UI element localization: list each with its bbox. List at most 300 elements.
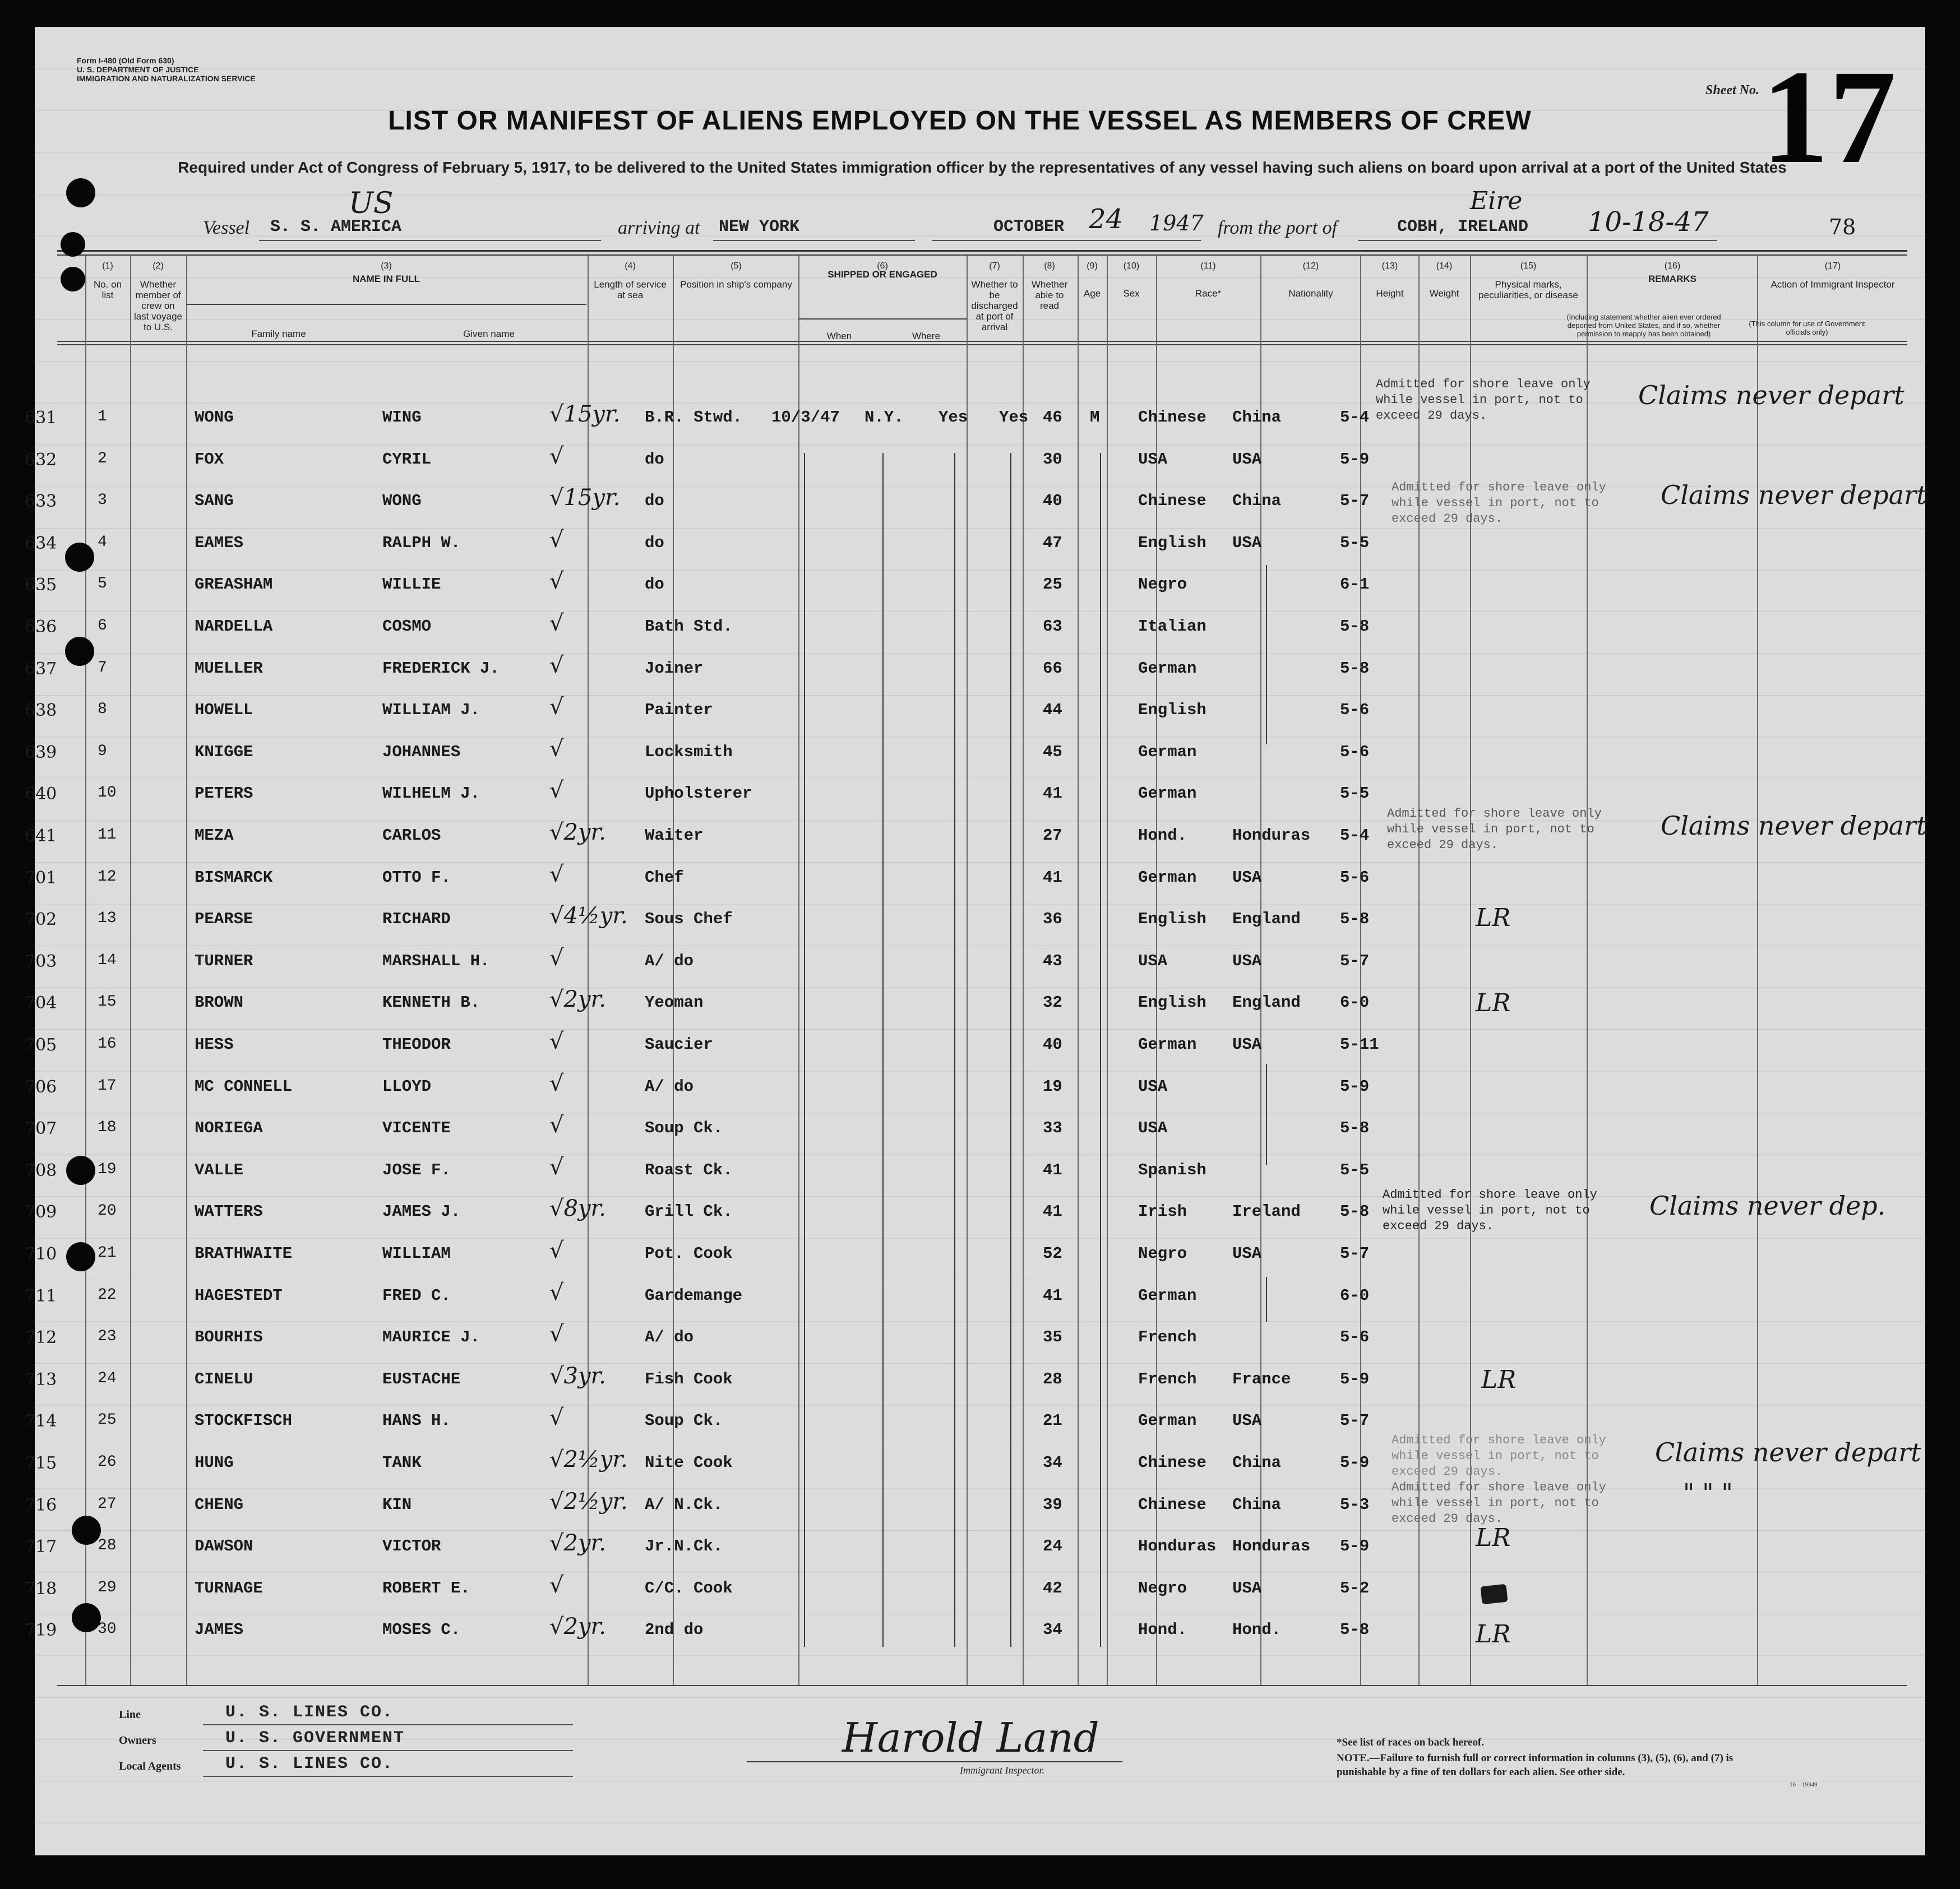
service-length: √ bbox=[549, 1112, 564, 1138]
ditto-line-where bbox=[882, 453, 884, 1647]
column-divider bbox=[1023, 256, 1024, 1685]
family-name: MC CONNELL bbox=[195, 1077, 293, 1096]
column-number: (5) bbox=[731, 261, 742, 271]
row-ref-number: 634 bbox=[25, 533, 57, 553]
line-label: Line bbox=[119, 1709, 141, 1721]
ditto-line-read bbox=[1010, 453, 1011, 1647]
age: 52 bbox=[1043, 1244, 1062, 1263]
ditto-line-nationality-3 bbox=[1266, 1277, 1267, 1322]
departure-date-handwritten: 10-18-47 bbox=[1588, 206, 1709, 238]
race: Negro bbox=[1138, 1578, 1187, 1598]
row-number: 21 bbox=[98, 1244, 117, 1262]
age: 41 bbox=[1043, 868, 1062, 887]
row-ref-number: 712 bbox=[25, 1328, 57, 1348]
row-number: 26 bbox=[98, 1453, 117, 1471]
column-number: (11) bbox=[1200, 261, 1216, 271]
service-length: √ bbox=[549, 1279, 564, 1305]
column-number: (7) bbox=[989, 261, 1000, 271]
family-name: BRATHWAITE bbox=[195, 1244, 293, 1263]
margin-number: 78 bbox=[1829, 215, 1856, 239]
family-name: TURNAGE bbox=[195, 1578, 263, 1598]
row-ref-number: 710 bbox=[25, 1244, 57, 1264]
position: A/ do bbox=[645, 951, 694, 970]
family-name: JAMES bbox=[195, 1621, 244, 1640]
family-name: BROWN bbox=[195, 993, 244, 1012]
race: Hond. bbox=[1138, 1621, 1187, 1640]
given-name: EUSTACHE bbox=[382, 1369, 461, 1388]
position: do bbox=[645, 575, 664, 594]
agents-label: Local Agents bbox=[119, 1760, 181, 1772]
row-ref-number: 638 bbox=[25, 701, 57, 721]
service-length: √ bbox=[549, 1321, 564, 1348]
nationality: Honduras bbox=[1232, 1537, 1311, 1556]
position: Locksmith bbox=[645, 742, 733, 761]
punch-hole bbox=[72, 1516, 101, 1545]
column-number: (4) bbox=[625, 261, 636, 271]
age: 45 bbox=[1043, 742, 1062, 761]
position: Roast Ck. bbox=[645, 1160, 733, 1179]
race: Chinese bbox=[1138, 1453, 1206, 1472]
given-name: TANK bbox=[382, 1453, 422, 1472]
position: B.R. Stwd. bbox=[645, 408, 743, 427]
nationality: England bbox=[1232, 910, 1301, 929]
family-name: GREASHAM bbox=[195, 575, 273, 594]
nationality: England bbox=[1232, 993, 1301, 1012]
service-length: √2½yr. bbox=[549, 1488, 628, 1515]
given-name: MOSES C. bbox=[382, 1621, 461, 1640]
column-number: (10) bbox=[1123, 261, 1140, 271]
inspector-signature: Harold Land bbox=[842, 1714, 1099, 1761]
height: 5-4 bbox=[1340, 408, 1370, 427]
family-name: VALLE bbox=[195, 1160, 244, 1179]
given-name: ROBERT E. bbox=[382, 1578, 470, 1598]
race: Italian bbox=[1138, 617, 1206, 636]
column-header: SHIPPED OR ENGAGED bbox=[828, 269, 937, 280]
height: 5-11 bbox=[1340, 1035, 1379, 1054]
given-name: MARSHALL H. bbox=[382, 951, 490, 970]
family-name: NARDELLA bbox=[195, 617, 273, 636]
position: Nite Cook bbox=[645, 1453, 733, 1472]
column-divider bbox=[967, 256, 968, 1685]
race: USA bbox=[1138, 1077, 1168, 1096]
service-length: √ bbox=[549, 526, 564, 553]
height: 5-9 bbox=[1340, 450, 1370, 469]
column-divider bbox=[1078, 256, 1079, 1685]
race: USA bbox=[1138, 1119, 1168, 1138]
family-name: HAGESTEDT bbox=[195, 1286, 283, 1305]
race: English bbox=[1138, 993, 1206, 1012]
given-name: WILLIE bbox=[382, 575, 441, 594]
document-title: LIST OR MANIFEST OF ALIENS EMPLOYED ON THE VESSEL AS MEMBERS OF CREW bbox=[388, 106, 1532, 136]
race: German bbox=[1138, 784, 1197, 803]
arrival-year: 1947 bbox=[1149, 211, 1204, 235]
given-name: FREDERICK J. bbox=[382, 659, 500, 678]
given-name: WILHELM J. bbox=[382, 784, 480, 803]
nationality: USA bbox=[1232, 1578, 1262, 1598]
age: 39 bbox=[1043, 1495, 1062, 1514]
service-length: √15yr. bbox=[549, 401, 621, 427]
where-header: Where bbox=[912, 331, 941, 341]
column-number: (8) bbox=[1044, 261, 1055, 271]
column-header: No. on list bbox=[93, 279, 122, 300]
discharged: Yes bbox=[939, 408, 968, 427]
table-top-rule-2 bbox=[57, 254, 1907, 256]
service-length: √2½yr. bbox=[549, 1447, 628, 1473]
height: 5-8 bbox=[1340, 1621, 1370, 1640]
remarks-note: (Including statement whether alien ever ordered deported from United States, and if so, whether permission to reapply has been obtained) bbox=[1566, 313, 1721, 338]
height: 5-5 bbox=[1340, 1160, 1370, 1179]
race: German bbox=[1138, 868, 1197, 887]
family-name: PEARSE bbox=[195, 910, 253, 929]
given-name: JOHANNES bbox=[382, 742, 461, 761]
column-divider bbox=[85, 256, 86, 1685]
service-length: √ bbox=[549, 1405, 564, 1431]
race: Chinese bbox=[1138, 408, 1206, 427]
manifest-sheet bbox=[25, 27, 1927, 1855]
given-name-header: Given name bbox=[463, 328, 515, 339]
shore-leave-stamp-3: Admitted for shore leave only while vessel in port, not to exceed 29 days. bbox=[1387, 807, 1602, 852]
race: French bbox=[1138, 1328, 1197, 1347]
owners-underline bbox=[203, 1750, 573, 1751]
column-header: Height bbox=[1376, 288, 1404, 299]
service-length: √8yr. bbox=[549, 1196, 606, 1222]
column-header: Whether to be discharged at port of arrival bbox=[971, 279, 1018, 332]
row-number: 24 bbox=[98, 1369, 117, 1387]
column-header: Position in ship's company bbox=[680, 279, 792, 290]
given-name: MAURICE J. bbox=[382, 1328, 480, 1347]
age: 41 bbox=[1043, 1160, 1062, 1179]
service-length: √ bbox=[549, 1154, 564, 1180]
shore-leave-stamp-4: Admitted for shore leave only while vessel in port, not to exceed 29 days. bbox=[1383, 1188, 1597, 1233]
race: Spanish bbox=[1138, 1160, 1206, 1179]
arriving-port: NEW YORK bbox=[719, 217, 800, 237]
height: 5-2 bbox=[1340, 1578, 1370, 1598]
race: German bbox=[1138, 659, 1197, 678]
scribbled-mark-row-29 bbox=[1480, 1584, 1508, 1605]
height: 5-6 bbox=[1340, 868, 1370, 887]
penalty-note: NOTE.—Failure to furnish full or correct information in columns (3), (5), (6), and (7) is punishable by a fine of ten dollars for each alien. See other side. bbox=[1337, 1752, 1734, 1778]
lr-mark-row-15: LR bbox=[1476, 989, 1511, 1017]
header-bottom-rule-2 bbox=[57, 344, 1907, 345]
column-header: Whether able to read bbox=[1031, 279, 1068, 311]
sheet-label: Sheet No. bbox=[1705, 83, 1759, 98]
race: Chinese bbox=[1138, 1495, 1206, 1514]
given-name: RALPH W. bbox=[382, 533, 461, 552]
row-ref-number: 632 bbox=[25, 450, 57, 470]
port-underline bbox=[1358, 240, 1717, 241]
age: 33 bbox=[1043, 1119, 1062, 1138]
able-to-read: Yes bbox=[999, 408, 1029, 427]
age: 44 bbox=[1043, 701, 1062, 720]
claims-annotation-1: Claims never depart bbox=[1638, 380, 1904, 410]
height: 5-6 bbox=[1340, 1328, 1370, 1347]
position: Upholsterer bbox=[645, 784, 752, 803]
punch-hole bbox=[66, 1156, 95, 1185]
inspector-label: Immigrant Inspector. bbox=[960, 1765, 1044, 1776]
position: A/ do bbox=[645, 1077, 694, 1096]
row-number: 20 bbox=[98, 1202, 117, 1220]
family-name: CHENG bbox=[195, 1495, 244, 1514]
punch-hole bbox=[65, 543, 94, 572]
column-divider bbox=[186, 256, 187, 1685]
row-number: 9 bbox=[98, 742, 107, 760]
service-length: √ bbox=[549, 568, 564, 595]
family-name: DAWSON bbox=[195, 1537, 253, 1556]
column-header: Whether member of crew on last voyage to U.S. bbox=[134, 279, 182, 332]
position: 2nd do bbox=[645, 1621, 704, 1640]
age: 43 bbox=[1043, 951, 1062, 970]
ditto-line-when bbox=[804, 453, 805, 1647]
row-number: 30 bbox=[98, 1621, 117, 1638]
column-number: (14) bbox=[1436, 261, 1453, 271]
family-name: MUELLER bbox=[195, 659, 263, 678]
row-ref-number: 715 bbox=[25, 1453, 57, 1473]
position: Soup Ck. bbox=[645, 1411, 723, 1430]
arrival-day: 24 bbox=[1089, 203, 1124, 235]
race: German bbox=[1138, 1286, 1197, 1305]
age: 41 bbox=[1043, 784, 1062, 803]
service-length: √2yr. bbox=[549, 1530, 606, 1557]
date-underline bbox=[932, 240, 1201, 241]
row-ref-number: 709 bbox=[25, 1202, 57, 1223]
ditto-line-nationality-2 bbox=[1266, 1064, 1267, 1165]
row-number: 1 bbox=[98, 408, 107, 425]
agents-value: U. S. LINES CO. bbox=[225, 1754, 394, 1774]
given-name: JOSE F. bbox=[382, 1160, 451, 1179]
column-header: NAME IN FULL bbox=[353, 274, 420, 284]
family-name: STOCKFISCH bbox=[195, 1411, 293, 1430]
row-ref-number: 708 bbox=[25, 1160, 57, 1180]
nationality: USA bbox=[1232, 533, 1262, 552]
row-number: 3 bbox=[98, 492, 107, 510]
vessel-name: S. S. AMERICA bbox=[270, 217, 402, 237]
column-number: (6) bbox=[877, 261, 888, 271]
shore-leave-stamp-2: Admitted for shore leave only while vessel in port, not to exceed 29 days. bbox=[1392, 480, 1606, 526]
line-underline bbox=[203, 1724, 573, 1725]
age: 42 bbox=[1043, 1578, 1062, 1598]
height: 5-9 bbox=[1340, 1077, 1370, 1096]
lr-mark-row-13: LR bbox=[1476, 904, 1511, 932]
height: 5-7 bbox=[1340, 1411, 1370, 1430]
position: Yeoman bbox=[645, 993, 704, 1012]
height: 5-4 bbox=[1340, 826, 1370, 845]
subtitle: Required under Act of Congress of February 5, 1917, to be delivered to the United States immigration officer by the representatives of any vessel having such aliens on board upon arrival at a port of the United States bbox=[178, 159, 1787, 176]
row-ref-number: 706 bbox=[25, 1077, 57, 1097]
claims-annotation-4: Claims never dep. bbox=[1649, 1191, 1886, 1221]
row-number: 7 bbox=[98, 659, 107, 677]
position: Joiner bbox=[645, 659, 704, 678]
service-length: √3yr. bbox=[549, 1363, 606, 1389]
sex: M bbox=[1090, 408, 1100, 427]
nationality: Ireland bbox=[1232, 1202, 1301, 1221]
service-length: √ bbox=[549, 1238, 564, 1263]
claims-annotation-2: Claims never depart bbox=[1661, 480, 1927, 510]
given-name: WILLIAM J. bbox=[382, 701, 480, 720]
row-number: 6 bbox=[98, 617, 107, 635]
height: 5-6 bbox=[1340, 701, 1370, 720]
family-name: TURNER bbox=[195, 951, 253, 970]
nationality: USA bbox=[1232, 1411, 1262, 1430]
service-length: √ bbox=[549, 610, 564, 636]
column-divider bbox=[130, 256, 131, 1685]
lr-mark-row-24: LR bbox=[1481, 1365, 1517, 1394]
row-ref-number: 718 bbox=[25, 1578, 57, 1599]
height: 5-8 bbox=[1340, 910, 1370, 929]
nationality: France bbox=[1232, 1369, 1291, 1388]
column-header: Weight bbox=[1429, 288, 1459, 299]
position: A/ N.Ck. bbox=[645, 1495, 723, 1514]
given-name: VICTOR bbox=[382, 1537, 441, 1556]
arrival-month: OCTOBER bbox=[993, 217, 1065, 237]
row-number: 27 bbox=[98, 1495, 117, 1513]
column-header: Sex bbox=[1123, 288, 1140, 299]
race: English bbox=[1138, 910, 1206, 929]
row-number: 17 bbox=[98, 1077, 117, 1095]
arriving-underline bbox=[713, 240, 915, 241]
nationality: China bbox=[1232, 492, 1282, 511]
column-header: Age bbox=[1083, 288, 1101, 299]
vessel-label: Vessel bbox=[203, 217, 250, 238]
row-number: 23 bbox=[98, 1328, 117, 1346]
position: A/ do bbox=[645, 1328, 694, 1347]
position: C/C. Cook bbox=[645, 1578, 733, 1598]
given-name: JAMES J. bbox=[382, 1202, 461, 1221]
punch-hole bbox=[72, 1603, 101, 1632]
height: 5-8 bbox=[1340, 617, 1370, 636]
arriving-label: arriving at bbox=[618, 217, 700, 238]
service-length: √4½yr. bbox=[549, 903, 628, 929]
age: 40 bbox=[1043, 1035, 1062, 1054]
nationality: Honduras bbox=[1232, 826, 1311, 845]
given-name: KENNETH B. bbox=[382, 993, 480, 1012]
row-number: 25 bbox=[98, 1411, 117, 1429]
sheet-number: 17 bbox=[1762, 42, 1896, 191]
height: 5-7 bbox=[1340, 951, 1370, 970]
line-value: U. S. LINES CO. bbox=[225, 1703, 394, 1722]
nationality: USA bbox=[1232, 450, 1262, 469]
age: 34 bbox=[1043, 1453, 1062, 1472]
row-ref-number: 635 bbox=[25, 575, 57, 595]
header-bottom-rule bbox=[57, 341, 1907, 342]
column-header: Length of service at sea bbox=[594, 279, 667, 300]
row-ref-number: 639 bbox=[25, 742, 57, 762]
race: French bbox=[1138, 1369, 1197, 1388]
table-bottom-rule bbox=[57, 1685, 1907, 1686]
family-name: PETERS bbox=[195, 784, 253, 803]
age: 35 bbox=[1043, 1328, 1062, 1347]
family-name: EAMES bbox=[195, 533, 244, 552]
position: do bbox=[645, 533, 664, 552]
age: 40 bbox=[1043, 492, 1062, 511]
race: Negro bbox=[1138, 1244, 1187, 1263]
position: Soup Ck. bbox=[645, 1119, 723, 1138]
age: 34 bbox=[1043, 1621, 1062, 1640]
column-header: Physical marks, peculiarities, or disease bbox=[1478, 279, 1578, 300]
when-header: When bbox=[826, 331, 852, 341]
column-divider bbox=[798, 256, 799, 1685]
given-name: WILLIAM bbox=[382, 1244, 451, 1263]
lr-mark-row-28: LR bbox=[1476, 1524, 1511, 1552]
claims-annotation-5: Claims never depart bbox=[1655, 1437, 1921, 1467]
column-number: (15) bbox=[1520, 261, 1537, 271]
nationality: USA bbox=[1232, 868, 1262, 887]
ditto-annotation: " " " bbox=[1683, 1479, 1733, 1507]
given-name: OTTO F. bbox=[382, 868, 451, 887]
family-name: WATTERS bbox=[195, 1202, 263, 1221]
nationality: China bbox=[1232, 1495, 1282, 1514]
height: 5-9 bbox=[1340, 1453, 1370, 1472]
ditto-line-sex bbox=[1100, 453, 1101, 1647]
age: 32 bbox=[1043, 993, 1062, 1012]
shipped-when: 10/3/47 bbox=[771, 408, 840, 427]
service-length: √2yr. bbox=[549, 1614, 606, 1640]
age: 28 bbox=[1043, 1369, 1062, 1388]
position: Painter bbox=[645, 701, 713, 720]
height: 5-8 bbox=[1340, 659, 1370, 678]
row-ref-number: 641 bbox=[25, 826, 57, 846]
column-divider bbox=[1107, 256, 1108, 1685]
position: Saucier bbox=[645, 1035, 713, 1054]
position: Chef bbox=[645, 868, 684, 887]
row-number: 19 bbox=[98, 1160, 117, 1178]
row-ref-number: 713 bbox=[25, 1369, 57, 1390]
row-number: 8 bbox=[98, 701, 107, 719]
punch-hole bbox=[61, 232, 85, 257]
row-number: 4 bbox=[98, 533, 107, 551]
nationality: USA bbox=[1232, 1035, 1262, 1054]
service-length: √2yr. bbox=[549, 987, 606, 1013]
row-number: 16 bbox=[98, 1035, 117, 1053]
race: Hond. bbox=[1138, 826, 1187, 845]
lr-mark-row-30: LR bbox=[1476, 1620, 1511, 1649]
given-name: CYRIL bbox=[382, 450, 432, 469]
height: 5-9 bbox=[1340, 1369, 1370, 1388]
given-name: RICHARD bbox=[382, 910, 451, 929]
owners-value: U. S. GOVERNMENT bbox=[225, 1729, 405, 1748]
family-name: KNIGGE bbox=[195, 742, 253, 761]
row-number: 2 bbox=[98, 450, 107, 467]
row-number: 28 bbox=[98, 1537, 117, 1555]
height: 5-3 bbox=[1340, 1495, 1370, 1514]
race: German bbox=[1138, 742, 1197, 761]
family-name: FOX bbox=[195, 450, 224, 469]
row-ref-number: 705 bbox=[25, 1035, 57, 1055]
given-name: THEODOR bbox=[382, 1035, 451, 1054]
family-name: CINELU bbox=[195, 1369, 253, 1388]
nationality: USA bbox=[1232, 1244, 1262, 1263]
nationality: China bbox=[1232, 1453, 1282, 1472]
ditto-line-nationality-1 bbox=[1266, 565, 1267, 744]
service-length: √ bbox=[549, 861, 564, 887]
service-length: √ bbox=[549, 735, 564, 762]
given-name: WONG bbox=[382, 492, 422, 511]
height: 5-6 bbox=[1340, 742, 1370, 761]
family-name: WONG bbox=[195, 408, 234, 427]
race: USA bbox=[1138, 450, 1168, 469]
service-length: √ bbox=[549, 777, 564, 804]
position: Fish Cook bbox=[645, 1369, 733, 1388]
shipped-header-rule bbox=[798, 318, 967, 320]
race: Negro bbox=[1138, 575, 1187, 594]
column-header: Race* bbox=[1195, 288, 1222, 299]
row-ref-number: 633 bbox=[25, 492, 57, 512]
family-name: MEZA bbox=[195, 826, 234, 845]
row-number: 22 bbox=[98, 1286, 117, 1304]
row-number: 15 bbox=[98, 993, 117, 1011]
given-name: LLOYD bbox=[382, 1077, 432, 1096]
nationality: Hond. bbox=[1232, 1621, 1282, 1640]
row-ref-number: 707 bbox=[25, 1119, 57, 1139]
